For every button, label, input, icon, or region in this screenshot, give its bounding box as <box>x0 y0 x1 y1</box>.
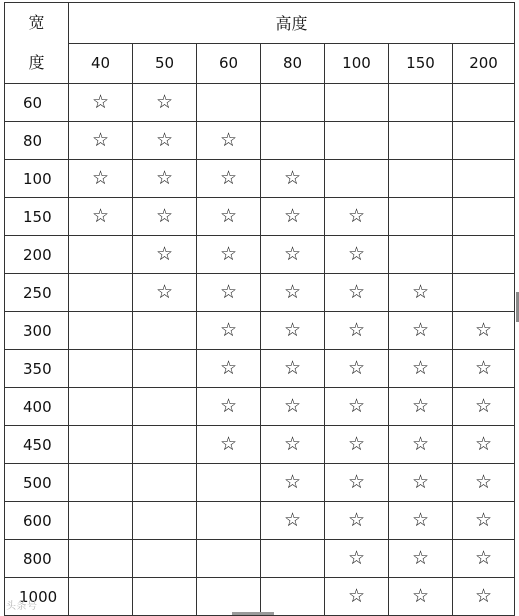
star-icon: ☆ <box>155 243 174 265</box>
table-cell <box>197 502 261 540</box>
star-icon: ☆ <box>219 167 238 189</box>
table-row <box>5 160 515 198</box>
table-cell <box>133 502 197 540</box>
table-cell <box>133 464 197 502</box>
table-cell <box>325 388 389 426</box>
corner-header-width <box>5 3 69 84</box>
table-cell <box>261 464 325 502</box>
star-icon: ☆ <box>347 471 366 493</box>
star-icon: ☆ <box>347 243 366 265</box>
table-cell <box>389 388 453 426</box>
star-icon: ☆ <box>283 243 302 265</box>
table-cell <box>389 198 453 236</box>
table-cell <box>197 122 261 160</box>
table-cell <box>133 426 197 464</box>
width-row-header: 600 <box>5 502 69 540</box>
table-row <box>5 540 515 578</box>
table-cell <box>69 502 133 540</box>
table-cell <box>133 84 197 122</box>
table-cell <box>325 464 389 502</box>
table-cell <box>453 274 515 312</box>
width-row-header: 800 <box>5 540 69 578</box>
table-cell <box>197 236 261 274</box>
star-icon: ☆ <box>347 357 366 379</box>
star-icon: ☆ <box>283 357 302 379</box>
table-cell <box>389 274 453 312</box>
table-cell <box>69 160 133 198</box>
star-icon: ☆ <box>219 129 238 151</box>
height-group-title: 高度 <box>69 3 515 44</box>
table-cell <box>197 540 261 578</box>
width-row-header: 450 <box>5 426 69 464</box>
header-row-group <box>5 3 515 44</box>
table-cell <box>261 84 325 122</box>
table-cell <box>389 84 453 122</box>
table-cell <box>389 236 453 274</box>
watermark: 头条号 <box>6 601 38 612</box>
table-cell <box>133 122 197 160</box>
table-cell <box>325 540 389 578</box>
table-cell <box>325 426 389 464</box>
table-cell <box>197 198 261 236</box>
width-row-header: 350 <box>5 350 69 388</box>
table-cell <box>69 464 133 502</box>
table-cell <box>197 312 261 350</box>
star-icon: ☆ <box>283 205 302 227</box>
table-cell <box>197 464 261 502</box>
table-cell <box>69 122 133 160</box>
table-cell <box>389 350 453 388</box>
table-cell <box>325 122 389 160</box>
star-icon: ☆ <box>91 91 110 113</box>
star-icon: ☆ <box>475 585 493 607</box>
table-cell <box>325 502 389 540</box>
table-cell <box>389 540 453 578</box>
star-icon: ☆ <box>155 91 174 113</box>
table-cell <box>261 578 325 616</box>
table-cell <box>453 160 515 198</box>
table-cell <box>325 236 389 274</box>
table-cell <box>133 198 197 236</box>
table-cell <box>261 122 325 160</box>
table-row <box>5 578 515 616</box>
table-cell <box>69 540 133 578</box>
star-icon: ☆ <box>411 357 430 379</box>
width-row-header: 1000 <box>5 578 69 616</box>
table-cell <box>389 578 453 616</box>
star-icon: ☆ <box>91 129 110 151</box>
width-row-header: 150 <box>5 198 69 236</box>
table-cell <box>69 350 133 388</box>
table-cell <box>133 388 197 426</box>
star-icon: ☆ <box>411 433 430 455</box>
table-row <box>5 464 515 502</box>
star-icon: ☆ <box>347 433 366 455</box>
star-icon: ☆ <box>219 357 238 379</box>
table-cell <box>197 388 261 426</box>
star-icon: ☆ <box>475 357 493 379</box>
star-icon: ☆ <box>219 205 238 227</box>
table-cell <box>325 198 389 236</box>
width-row-header: 100 <box>5 160 69 198</box>
star-icon: ☆ <box>411 471 430 493</box>
table-cell <box>261 350 325 388</box>
star-icon: ☆ <box>219 281 238 303</box>
width-row-header: 250 <box>5 274 69 312</box>
table-cell <box>133 160 197 198</box>
star-icon: ☆ <box>155 167 174 189</box>
table-cell <box>261 274 325 312</box>
table-row <box>5 312 515 350</box>
star-icon: ☆ <box>91 205 110 227</box>
table-cell <box>197 84 261 122</box>
width-row-header: 400 <box>5 388 69 426</box>
table-cell <box>261 160 325 198</box>
star-icon: ☆ <box>155 281 174 303</box>
table-cell <box>133 274 197 312</box>
width-row-header: 80 <box>5 122 69 160</box>
table-cell <box>389 464 453 502</box>
table-cell <box>453 198 515 236</box>
table-cell <box>69 426 133 464</box>
width-row-header: 500 <box>5 464 69 502</box>
star-icon: ☆ <box>411 281 430 303</box>
table-cell <box>261 312 325 350</box>
height-col-header: 50 <box>133 43 197 84</box>
width-row-header: 300 <box>5 312 69 350</box>
table-cell <box>69 388 133 426</box>
star-icon: ☆ <box>219 433 238 455</box>
star-icon: ☆ <box>219 319 238 341</box>
star-icon: ☆ <box>347 205 366 227</box>
star-icon: ☆ <box>475 319 493 341</box>
star-icon: ☆ <box>283 471 302 493</box>
star-icon: ☆ <box>411 509 430 531</box>
table-row <box>5 502 515 540</box>
table-cell <box>197 426 261 464</box>
table-cell <box>325 160 389 198</box>
table-cell <box>453 388 515 426</box>
corner-top-char: 宽 <box>28 13 45 32</box>
table-row <box>5 426 515 464</box>
width-row-header: 200 <box>5 236 69 274</box>
table-cell <box>389 426 453 464</box>
table-row <box>5 350 515 388</box>
star-icon: ☆ <box>283 281 302 303</box>
table-cell <box>389 160 453 198</box>
star-icon: ☆ <box>283 433 302 455</box>
star-icon: ☆ <box>155 205 174 227</box>
table-cell <box>325 274 389 312</box>
table-cell <box>133 236 197 274</box>
table-row <box>5 236 515 274</box>
table-cell <box>325 84 389 122</box>
table-cell <box>133 540 197 578</box>
table-cell <box>261 502 325 540</box>
height-col-header: 200 <box>453 43 515 84</box>
star-icon: ☆ <box>475 509 493 531</box>
table-cell <box>389 502 453 540</box>
star-icon: ☆ <box>411 319 430 341</box>
table-cell <box>261 540 325 578</box>
star-icon: ☆ <box>283 167 302 189</box>
height-col-header: 100 <box>325 43 389 84</box>
star-icon: ☆ <box>347 319 366 341</box>
star-icon: ☆ <box>219 243 238 265</box>
star-icon: ☆ <box>475 433 493 455</box>
star-icon: ☆ <box>347 585 366 607</box>
table-cell <box>261 388 325 426</box>
table-cell <box>325 350 389 388</box>
table-row <box>5 274 515 312</box>
corner-bottom-char: 度 <box>28 53 45 72</box>
star-icon: ☆ <box>347 281 366 303</box>
table-cell <box>453 84 515 122</box>
table-row <box>5 122 515 160</box>
height-col-header: 40 <box>69 43 133 84</box>
table-cell <box>69 312 133 350</box>
table-cell <box>453 312 515 350</box>
width-row-header: 60 <box>5 84 69 122</box>
table-cell <box>261 198 325 236</box>
table-cell <box>197 578 261 616</box>
table-cell <box>453 464 515 502</box>
table-cell <box>69 198 133 236</box>
table-cell <box>69 578 133 616</box>
height-col-header: 60 <box>197 43 261 84</box>
height-col-header: 80 <box>261 43 325 84</box>
height-values-row <box>5 43 515 84</box>
table-cell <box>197 160 261 198</box>
table-cell <box>197 350 261 388</box>
table-cell <box>453 502 515 540</box>
star-icon: ☆ <box>283 395 302 417</box>
star-icon: ☆ <box>411 585 430 607</box>
table-cell <box>261 426 325 464</box>
star-icon: ☆ <box>155 129 174 151</box>
star-icon: ☆ <box>283 509 302 531</box>
table-cell <box>133 578 197 616</box>
table-cell <box>69 84 133 122</box>
table-cell <box>261 236 325 274</box>
star-icon: ☆ <box>475 395 493 417</box>
height-col-header: 150 <box>389 43 453 84</box>
size-table <box>4 2 515 616</box>
table-cell <box>453 350 515 388</box>
star-icon: ☆ <box>347 509 366 531</box>
star-icon: ☆ <box>347 547 366 569</box>
star-icon: ☆ <box>219 395 238 417</box>
table-cell <box>453 578 515 616</box>
table-row <box>5 84 515 122</box>
table-cell <box>453 122 515 160</box>
table-cell <box>133 312 197 350</box>
star-icon: ☆ <box>475 471 493 493</box>
table-row <box>5 388 515 426</box>
star-icon: ☆ <box>411 395 430 417</box>
star-icon: ☆ <box>475 547 493 569</box>
table-cell <box>133 350 197 388</box>
table-cell <box>453 236 515 274</box>
table-cell <box>325 578 389 616</box>
star-icon: ☆ <box>91 167 110 189</box>
table-cell <box>325 312 389 350</box>
table-row <box>5 198 515 236</box>
table-cell <box>197 274 261 312</box>
table-cell <box>389 312 453 350</box>
table-cell <box>453 426 515 464</box>
star-icon: ☆ <box>283 319 302 341</box>
star-icon: ☆ <box>411 547 430 569</box>
table-cell <box>69 236 133 274</box>
table-cell <box>69 274 133 312</box>
table-cell <box>389 122 453 160</box>
star-icon: ☆ <box>347 395 366 417</box>
table-cell <box>453 540 515 578</box>
